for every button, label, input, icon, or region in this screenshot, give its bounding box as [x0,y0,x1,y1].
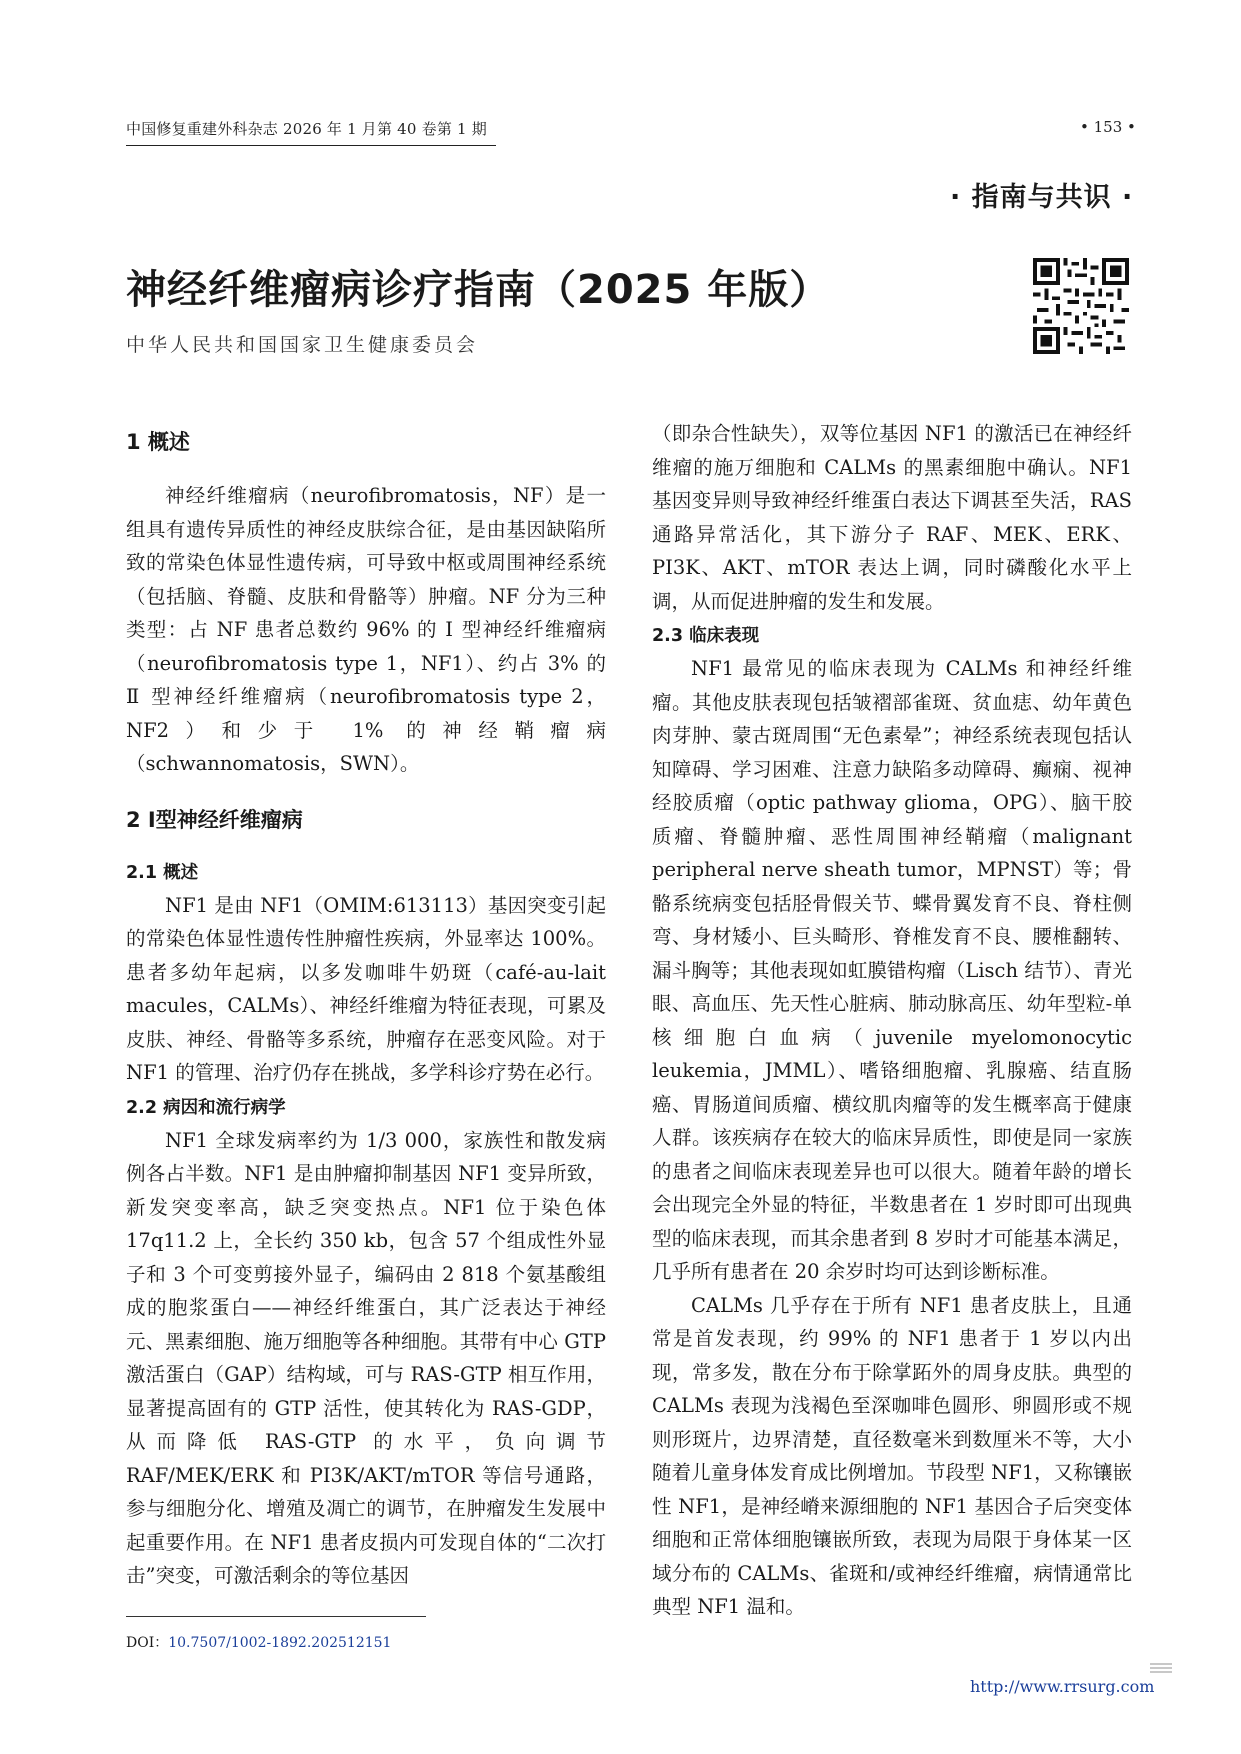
section-heading-2: 2 Ⅰ型神经纤维瘤病 [126,807,303,832]
section-tag: · 指南与共识 · [950,182,1134,213]
doi-link[interactable]: 10.7507/1002-1892.202512151 [168,1635,392,1651]
subsection-heading-2-3: 2.3 临床表现 [652,626,760,646]
watermark-icon [1150,1661,1172,1675]
header-rule [126,145,496,146]
section-1-paragraph: 神经纤维瘤病（neurofibromatosis，NF）是一组具有遗传异质性的神经皮肤综合征，是由基因缺陷所致的常染色体显性遗传病，可导致中枢或周围神经系统（包括脑、脊髓、皮肤和骨骼等）肿瘤。NF 分为三种类型：占 NF 患者总数约 96% 的 Ⅰ 型神经纤维瘤病（neurofibromatosis type 1，NF1）、约占 3% 的 Ⅱ 型神经纤维瘤病（neurofibromatosis type 2，NF2）和少于 1% 的神经鞘瘤病（schwannomatosis，SWN）。 [126,484,606,775]
article-author: 中华人民共和国国家卫生健康委员会 [126,334,479,356]
continued-paragraph: （即杂合性缺失），双等位基因 NF1 的激活已在神经纤维瘤的施万细胞和 CALMs 的黑素细胞中确认。NF1 基因变异则导致神经纤维蛋白表达下调甚至失活，RAS 通路异常活化，其下游分子 RAF、MEK、ERK、PI3K、AKT、mTOR 表达上调，同时磷酸化水平上调，从而促进肿瘤的发生和发展。 [652,422,1132,613]
section-2-2-paragraph: NF1 全球发病率约为 1/3 000，家族性和散发病例各占半数。NF1 是由肿瘤抑制基因 NF1 变异所致，新发突变率高，缺乏突变热点。NF1 位于染色体 17q11.2 上，全长约 350 kb，包含 57 个组成性外显子和 3 个可变剪接外显子，编码由 2 818 个氨基酸组成的胞浆蛋白——神经纤维蛋白，其广泛表达于神经元、黑素细胞、施万细胞等各种细胞。其带有中心 GTP 激活蛋白（GAP）结构域，可与 RAS-GTP 相互作用，显著提高固有的 GTP 活性，使其转化为 RAS-GDP，从而降低 RAS-GTP 的水平，负向调节 RAF/MEK/ERK 和 PI3K/AKT/mTOR 等信号通路，参与细胞分化、增殖及凋亡的调节，在肿瘤发生发展中起重要作用。在 NF1 患者皮损内可发现自体的“二次打击”突变，可激活剩余的等位基因 [126,1128,606,1587]
qr-code-icon [1033,258,1129,354]
subsection-heading-2-2: 2.2 病因和流行病学 [126,1097,286,1118]
section-2-3-paragraph-2: CALMs 几乎存在于所有 NF1 患者皮肤上，且通常是首发表现，约 99% 的 NF1 患者于 1 岁以内出现，常多发，散在分布于除掌跖外的周身皮肤。典型的 CALMs 表现为浅褐色至深咖啡色圆形、卵圆形或不规则形斑片，边界清楚，直径数毫米到数厘米不等，大小随着儿童身体发育成比例增加。节段型 NF1，又称镶嵌性 NF1，是神经嵴来源细胞的 NF1 基因合子后突变体细胞和正常体细胞镶嵌所致，表现为局限于身体某一区域分布的 CALMs、雀斑和/或神经纤维瘤，病情通常比典型 NF1 温和。 [652,1293,1132,1618]
doi-line [126,1632,391,1652]
journal-url-link[interactable]: http://www.rrsurg.com [970,1677,1155,1696]
page-number: • 153 • [1080,118,1136,136]
subsection-heading-2-1: 2.1 概述 [126,862,199,883]
section-2-1-paragraph: NF1 是由 NF1（OMIM:613113）基因突变引起的常染色体显性遗传性肿瘤性疾病，外显率达 100%。患者多幼年起病，以多发咖啡牛奶斑（café-au-lait macules，CALMs）、神经纤维瘤为特征表现，可累及皮肤、神经、骨骼等多系统，肿瘤存在恶变风险。对于 NF1 的管理、治疗仍存在挑战，多学科诊疗势在必行。 [126,893,606,1084]
doi-label: DOI： [126,1635,169,1651]
section-2-3-paragraph-1: NF1 最常见的临床表现为 CALMs 和神经纤维瘤。其他皮肤表现包括皱褶部雀斑、贫血痣、幼年黄色肉芽肿、蒙古斑周围“无色素晕”；神经系统表现包括认知障碍、学习困难、注意力缺陷多动障碍、癫痫、视神经胶质瘤（optic pathway glioma，OPG）、脑干胶质瘤、脊髓肿瘤、恶性周围神经鞘瘤（malignant peripheral nerve sheath tumor，MPNST）等；骨骼系统病变包括胫骨假关节、蝶骨翼发育不良、脊柱侧弯、身材矮小、巨头畸形、脊椎发育不良、腰椎翻转、漏斗胸等；其他表现如虹膜错构瘤（Lisch 结节）、青光眼、高血压、先天性心脏病、肺动脉高压、幼年型粒-单核细胞白血病（juvenile myelomonocytic leukemia，JMML）、嗜铬细胞瘤、乳腺癌、结直肠癌、胃肠道间质瘤、横纹肌肉瘤等的发生概率高于健康人群。该疾病存在较大的临床异质性，即使是同一家族的患者之间临床表现差异也可以很大。随着年龄的增长会出现完全外显的特征，半数患者在 1 岁时即可出现典型的临床表现，而其余患者到 8 岁时才可能基本满足，几乎所有患者在 20 余岁时均可达到诊断标准。 [652,657,1132,1283]
right-column [652,417,1132,1624]
section-spacer [126,781,606,803]
journal-header: 中国修复重建外科杂志 2026 年 1 月第 40 卷第 1 期 [126,120,487,138]
footnote-rule [126,1616,426,1617]
article-title: 神经纤维瘤病诊疗指南（2025 年版） [126,267,831,313]
section-heading-1: 1 概述 [126,430,190,454]
left-column [126,425,606,1593]
